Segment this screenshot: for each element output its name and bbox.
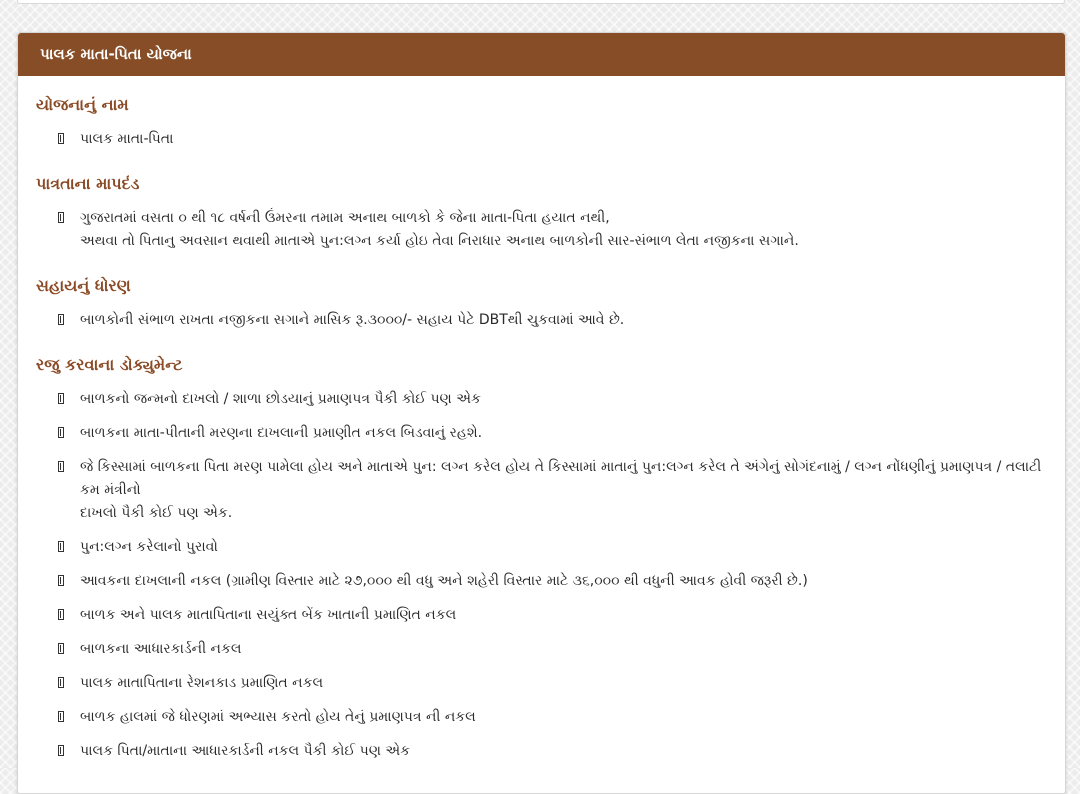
panel-body (18, 76, 1065, 763)
panel-title: પાલક માતા-પિતા યોજના (40, 45, 192, 63)
bullet-icon (58, 461, 64, 472)
bullet-icon (58, 643, 64, 654)
list-item-text: પાલક માતાપિતાના રેશનકાડ પ્રમાણિત નકલ (80, 675, 324, 691)
scheme-panel (17, 32, 1066, 794)
list-item (36, 638, 1047, 661)
list-item (36, 456, 1047, 525)
bullet-icon (58, 711, 64, 722)
list-item (36, 422, 1047, 445)
list-item-text: પાલક માતા-પિતા (80, 131, 174, 147)
section-title: રજુ કરવાના ડોક્યુમેન્ટ (36, 355, 183, 374)
list-item-text: બાળકોની સંભાળ રાખતા નજીકના સગાને માસિક રૂ.૩૦૦૦/- સહાય પેટે DBTથી ચુકવામાં આવે છે. (80, 312, 625, 328)
list-item (36, 706, 1047, 729)
list-item (36, 128, 1047, 151)
bullet-icon (58, 212, 64, 223)
list-item-text: બાળકનો જન્મનો દાખલો / શાળા છોડયાનું પ્રમાણપત્ર પૈકી કોઈ પણ એક (80, 391, 481, 407)
section-required-documents (36, 354, 1047, 763)
list-item-text: પાલક પિતા/માતાના આધારકાર્ડની નકલ પૈકી કોઈ પણ એક (80, 743, 411, 759)
bullet-icon (58, 609, 64, 620)
bullet-icon (58, 427, 64, 438)
list-item-text: બાળક અને પાલક માતાપિતાના સયુંક્ત બેંક ખાતાની પ્રમાણિત નકલ (80, 607, 457, 623)
list-item-text: અથવા તો પિતાનુ અવસાન થવાથી માતાએ પુન:લગ્ન કર્યા હોઇ તેવા નિરાધાર અનાથ બાળકોની સાર-સંભાળ લેતા નજીકના સગાને. (80, 233, 799, 249)
list-item-text: બાળક હાલમાં જે ધોરણમાં અભ્યાસ કરતો હોય તેનું પ્રમાણપત્ર ની નકલ (80, 709, 476, 725)
list-item (36, 309, 1047, 332)
list-item-text: આવકના દાખલાની નકલ (ગ્રામીણ વિસ્તાર માટે ૨૭,૦૦૦ થી વધુ અને શહેરી વિસ્તાર માટે ૩૬,૦૦૦ થી વધુની આવક હોવી જરૂરી છે.) (80, 573, 808, 589)
list-item (36, 672, 1047, 695)
list-item-text: દાખલો પૈકી કોઈ પણ એક. (80, 505, 233, 521)
list-item-text: બાળકના આધારકાર્ડની નકલ (80, 641, 242, 657)
bullet-icon (58, 677, 64, 688)
bullet-list (36, 207, 1047, 253)
list-item-text: ગુજરાતમાં વસતા ૦ થી ૧૮ વર્ષની ઉંમરના તમામ અનાથ બાળકો કે જેના માતા-પિતા હયાત નથી, (80, 210, 610, 226)
list-item-text: જે કિસ્સામાં બાળકના પિતા મરણ પામેલા હોય અને માતાએ પુન: લગ્ન કરેલ હોય તે કિસ્સામાં માતાનું પુન:લગ્ન કરેલ તે અંગેનું સોગંદનામું / લગ્ન નોંધણીનું પ્રમાણપત્ર / તલાટી કમ મંત્રીનો (80, 459, 1042, 498)
list-item-text: બાળકના માતા-પીતાની મરણના દાખલાની પ્રમાણીત નકલ બિડવાનું રહશે. (80, 425, 483, 441)
list-item (36, 740, 1047, 763)
previous-panel-edge (17, 0, 1065, 4)
list-item (36, 570, 1047, 593)
section-title: યોજનાનું નામ (36, 95, 129, 114)
bullet-icon (58, 133, 64, 144)
list-item (36, 604, 1047, 627)
bullet-icon (58, 314, 64, 325)
list-item (36, 388, 1047, 411)
bullet-icon (58, 393, 64, 404)
bullet-list (36, 128, 1047, 151)
section-scheme-name (36, 94, 1047, 151)
bullet-icon (58, 745, 64, 756)
bullet-list (36, 309, 1047, 332)
section-eligibility-criteria (36, 173, 1047, 253)
list-item-text: પુન:લગ્ન કરેલાનો પુરાવો (80, 539, 218, 555)
bullet-icon (58, 575, 64, 586)
section-assistance-standard (36, 275, 1047, 332)
panel-header (18, 33, 1065, 76)
list-item (36, 536, 1047, 559)
bullet-list (36, 388, 1047, 763)
section-title: સહાયનું ધોરણ (36, 276, 131, 295)
section-title: પાત્રતાના માપદંડ (36, 174, 140, 193)
bullet-icon (58, 541, 64, 552)
list-item (36, 207, 1047, 253)
